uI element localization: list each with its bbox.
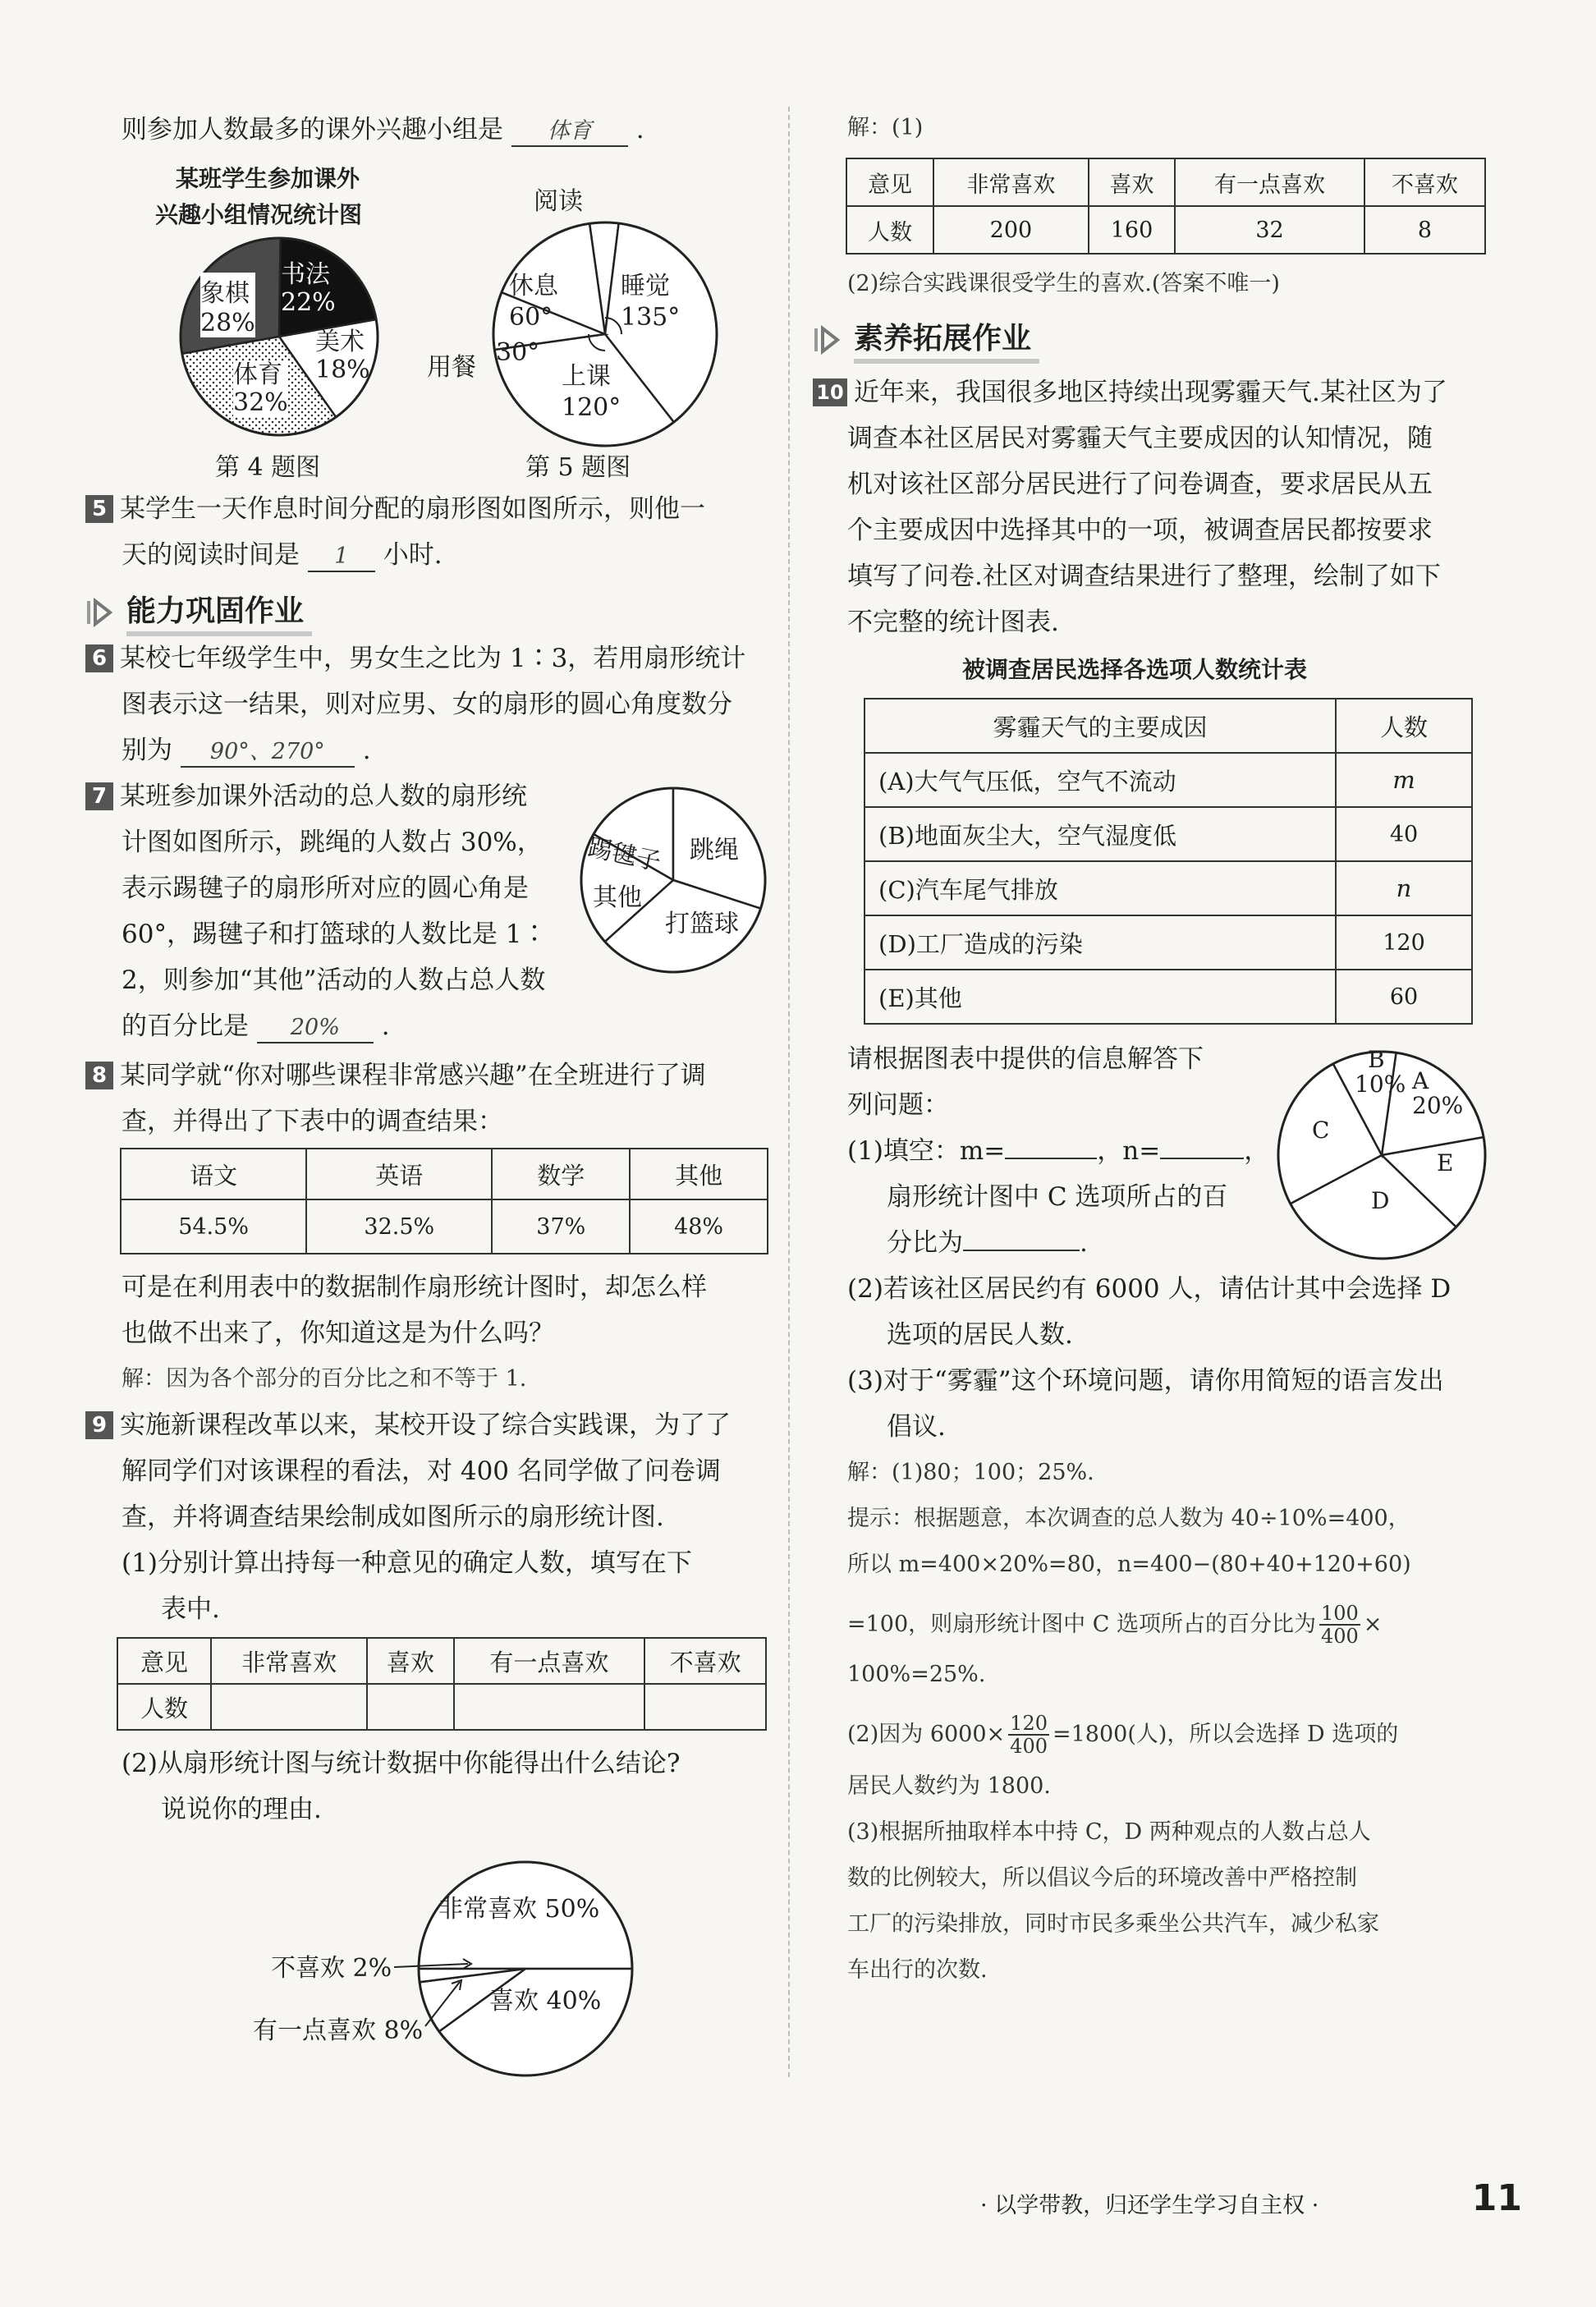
- q8-line1: 8 某同学就“你对哪些课程非常感兴趣”在全班进行了调: [85, 1059, 706, 1092]
- table-row: [121, 1149, 768, 1199]
- q10-solution-3-line1: (3)根据所抽取样本中持 C，D 两种观点的人数占总人: [847, 1819, 1371, 1845]
- section-title: 能力巩固作业: [126, 588, 312, 636]
- q10-hint-line2: 所以 m=400×20%=80，n=400−(80+40+120+60): [847, 1552, 1411, 1577]
- table-row: [846, 206, 1485, 254]
- q6-line2: 图表示这一结果，则对应男、女的扇形的圆心角度数分: [122, 690, 732, 719]
- q10-label-b: B 10%: [1355, 1046, 1406, 1098]
- table-header: 喜欢: [1089, 158, 1175, 206]
- q8-solution: 解：因为各个部分的百分比之和不等于 1.: [122, 1366, 527, 1392]
- table-cell: 120: [1336, 915, 1472, 970]
- q9-sub1-line2: 表中.: [161, 1594, 220, 1624]
- q4-label-chess: 象棋 28%: [200, 273, 255, 337]
- q5-label-meal-value: 30°: [496, 338, 540, 367]
- q5-number-badge: 5: [85, 495, 113, 523]
- q9-sub2-line2: 说说你的理由.: [161, 1795, 322, 1824]
- table-cell: (C)汽车尾气排放: [864, 861, 1336, 915]
- q9-solution-table: [846, 158, 1486, 255]
- q7-line4: 60°，踢毽子和打篮球的人数比是 1∶: [122, 920, 548, 949]
- q7-label-jumprope: 跳绳: [690, 836, 739, 865]
- q4-answer: 体育: [511, 117, 628, 147]
- table-cell: 37%: [492, 1199, 630, 1254]
- table-cell: m: [1336, 753, 1472, 807]
- q10-sub3-line2: 倡议.: [887, 1412, 946, 1442]
- table-cell: [211, 1684, 367, 1730]
- table-cell: (E)其他: [864, 970, 1336, 1024]
- q10-solution-2-line2: 居民人数约为 1800.: [847, 1773, 1051, 1799]
- table-header: 数学: [492, 1149, 630, 1199]
- table-cell: [644, 1684, 766, 1730]
- table-cell: n: [1336, 861, 1472, 915]
- table-header: 人数: [1336, 699, 1472, 753]
- q4-label-sports: 体育 32%: [233, 360, 288, 417]
- q9-label-like: 喜欢 40%: [489, 1987, 602, 2016]
- q5-text: 某学生一天作息时间分配的扇形图如图所示，则他一: [120, 494, 705, 524]
- column-divider: [788, 107, 790, 2077]
- table-cell: [454, 1684, 645, 1730]
- q9-sub1-line1: (1)分别计算出持每一种意见的确定人数，填写在下: [122, 1548, 692, 1578]
- table-row: [117, 1684, 766, 1730]
- q10-sub1-line1: (1)填空：m= ，n= ，: [847, 1136, 1270, 1166]
- q10-solution-1: 解：(1)80；100；25%.: [847, 1460, 1094, 1485]
- q4-period: .: [635, 115, 644, 144]
- chevron-right-icon: [85, 596, 117, 629]
- table-cell: 人数: [117, 1684, 211, 1730]
- q10-line3: 机对该社区部分居民进行了问卷调查，要求居民从五: [847, 470, 1433, 499]
- q7-number-badge: 7: [85, 782, 113, 810]
- q5-line1: [85, 493, 705, 525]
- table-row: [117, 1638, 766, 1684]
- q10-table: [864, 698, 1473, 1025]
- q9-number-badge: 9: [85, 1411, 113, 1439]
- q6-number-badge: 6: [85, 644, 113, 672]
- fraction: $\frac{100}{400}$: [1320, 1602, 1359, 1648]
- q8-line3: 可是在利用表中的数据制作扇形统计图时，却怎么样: [122, 1273, 707, 1302]
- q10-solution-3-line3: 工厂的污染排放，同时市民多乘坐公共汽车，减少私家: [847, 1911, 1379, 1937]
- table-row: [864, 753, 1472, 807]
- table-cell: 60: [1336, 970, 1472, 1024]
- table-header: 其他: [630, 1149, 768, 1199]
- table-header: 不喜欢: [644, 1638, 766, 1684]
- q10-line2: 调查本社区居民对雾霾天气主要成因的认知情况，随: [847, 424, 1433, 453]
- section-extension: [813, 315, 1039, 364]
- q9-label-dislike: 不喜欢 2%: [271, 1954, 392, 1983]
- q4-chart-title-line2: 兴趣小组情况统计图: [154, 201, 362, 228]
- q10-line4: 个主要成因中选择其中的一项，被调查居民都按要求: [847, 516, 1433, 545]
- q7-answer: 20%: [257, 1014, 374, 1043]
- q10-ask-line1: 请根据图表中提供的信息解答下: [847, 1044, 1204, 1074]
- table-header: 有一点喜欢: [1175, 158, 1364, 206]
- table-cell: (A)大气气压低，空气不流动: [864, 753, 1336, 807]
- table-header: 意见: [117, 1638, 211, 1684]
- table-cell: (D)工厂造成的污染: [864, 915, 1336, 970]
- q10-line6: 不完整的统计图表.: [847, 608, 1059, 637]
- q5-label-class: 上课 120°: [562, 362, 621, 422]
- q7-label-basketball: 打篮球: [665, 910, 739, 938]
- footer-motto: · 以学带教，归还学生学习自主权 ·: [980, 2193, 1319, 2218]
- q10-solution-3-line4: 车出行的次数.: [847, 1957, 988, 1983]
- q10-label-c: C: [1312, 1117, 1330, 1144]
- q10-sub3-line1: (3)对于“雾霾”这个环境问题，请你用简短的语言发出: [847, 1366, 1444, 1396]
- q9-line3: 查，并将调查结果绘制成如图所示的扇形统计图.: [122, 1502, 664, 1532]
- q9-line1: 9 实施新课程改革以来，某校开设了综合实践课，为了了: [85, 1409, 731, 1442]
- table-cell: 8: [1364, 206, 1485, 254]
- table-row: [864, 970, 1472, 1024]
- q5-caption: 第 5 题图: [525, 453, 631, 482]
- q5-answer: 1: [308, 543, 375, 572]
- q4-chart-title-line1: 某班学生参加课外: [175, 165, 360, 192]
- q7-line1: 7 某班参加课外活动的总人数的扇形统: [85, 780, 527, 813]
- q8-table: [120, 1148, 768, 1254]
- table-cell: [367, 1684, 453, 1730]
- q10-sub1-line2: 扇形统计图中 C 选项所占的百: [887, 1182, 1228, 1212]
- table-header: 非常喜欢: [211, 1638, 367, 1684]
- table-cell: (B)地面灰尘大，空气湿度低: [864, 807, 1336, 861]
- q8-number-badge: 8: [85, 1062, 113, 1089]
- table-row: [846, 158, 1485, 206]
- q4-tail: [122, 113, 644, 147]
- q4-caption: 第 4 题图: [215, 453, 321, 482]
- q6-line3: 别为 90°、270° .: [122, 734, 371, 768]
- q10-label-a: A 20%: [1412, 1067, 1464, 1119]
- q9-line2: 解同学们对该课程的看法，对 400 名同学做了问卷调: [122, 1456, 721, 1486]
- q4-label-art: 美术 18%: [315, 328, 370, 384]
- q5-label-sleep: 睡觉 135°: [621, 272, 681, 332]
- table-header: 非常喜欢: [933, 158, 1089, 206]
- q9-blank-table: [117, 1637, 767, 1731]
- q5-label-reading: 阅读: [534, 187, 583, 216]
- q10-solution-3-line2: 数的比例较大，所以倡议今后的环境改善中严格控制: [847, 1865, 1357, 1891]
- table-cell: 54.5%: [121, 1199, 306, 1254]
- q9-label-verylike: 非常喜欢 50%: [438, 1895, 600, 1924]
- table-row: [864, 807, 1472, 861]
- q10-line5: 填写了问卷.社区对调查结果进行了整理，绘制了如下: [847, 562, 1441, 591]
- table-row: [864, 915, 1472, 970]
- q7-line5: 2，则参加“其他”活动的人数占总人数: [122, 965, 546, 995]
- page-number: 11: [1471, 2177, 1522, 2219]
- q9-label-somewhat: 有一点喜欢 8%: [253, 2016, 424, 2045]
- q10-label-d: D: [1371, 1187, 1390, 1214]
- table-cell: 32.5%: [306, 1199, 492, 1254]
- table-header: 英语: [306, 1149, 492, 1199]
- q5-label-rest: 休息 60°: [509, 272, 558, 332]
- q7-label-other: 其他: [593, 883, 642, 912]
- q6-line1: 6 某校七年级学生中，男女生之比为 1∶3，若用扇形统计: [85, 642, 745, 675]
- q7-line3: 表示踢毽子的扇形所对应的圆心角是: [122, 874, 529, 903]
- table-row: [864, 861, 1472, 915]
- q5-label-meal: 用餐: [427, 353, 476, 382]
- section-ability: [85, 588, 312, 636]
- q7-line6: 的百分比是 20% .: [122, 1010, 390, 1043]
- q10-sub2-line1: (2)若该社区居民约有 6000 人，请估计其中会选择 D: [847, 1274, 1452, 1304]
- q8-line4: 也做不出来了，你知道这是为什么吗？: [122, 1319, 554, 1348]
- chevron-right-icon: [813, 323, 844, 356]
- q8-line2: 查，并得出了下表中的调查结果：: [122, 1107, 503, 1136]
- table-row: [121, 1199, 768, 1254]
- table-cell: 40: [1336, 807, 1472, 861]
- table-header: 喜欢: [367, 1638, 453, 1684]
- q10-hint-line4: 100%=25%.: [847, 1662, 986, 1687]
- table-row: [864, 699, 1472, 753]
- q10-label-e: E: [1437, 1149, 1454, 1176]
- table-header: 雾霾天气的主要成因: [864, 699, 1336, 753]
- q4-text: 则参加人数最多的课外兴趣小组是: [122, 115, 503, 144]
- table-cell: 48%: [630, 1199, 768, 1254]
- table-header: 不喜欢: [1364, 158, 1485, 206]
- fraction: $\frac{120}{400}$: [1010, 1712, 1048, 1758]
- q10-line1: 10 近年来，我国很多地区持续出现雾霾天气.某社区为了: [813, 376, 1447, 409]
- q10-table-title: 被调查居民选择各选项人数统计表: [962, 656, 1308, 683]
- q4-label-calligraphy: 书法 22%: [281, 260, 336, 317]
- q10-sub1-line3: 分比为 .: [887, 1228, 1088, 1258]
- q9-solution-label: 解：(1): [847, 115, 924, 140]
- table-header: 语文: [121, 1149, 306, 1199]
- table-cell: 200: [933, 206, 1089, 254]
- q9-sub2-line1: (2)从扇形统计图与统计数据中你能得出什么结论?: [122, 1749, 681, 1778]
- section-title: 素养拓展作业: [854, 315, 1039, 364]
- q9-leader-lines: [386, 1954, 484, 2036]
- table-cell: 人数: [846, 206, 933, 254]
- q7-line2: 计图如图所示，跳绳的人数占 30%，: [122, 828, 543, 857]
- q9-solution-2: (2)综合实践课很受学生的喜欢.(答案不唯一): [847, 271, 1280, 296]
- q7-label-shuttlecock: 踢毽子: [585, 832, 663, 877]
- q10-solution-2-line1: (2)因为 6000× $\frac{120}{400}$ =1800(人)，所以会选择 D 选项的: [847, 1712, 1399, 1758]
- table-header: 有一点喜欢: [454, 1638, 645, 1684]
- table-cell: 160: [1089, 206, 1175, 254]
- q10-number-badge: 10: [813, 378, 847, 406]
- q10-hint-line3: =100，则扇形统计图中 C 选项所占的百分比为 $\frac{100}{400}$ ×: [847, 1602, 1383, 1648]
- q4-chart-title: [154, 161, 374, 230]
- table-cell: 32: [1175, 206, 1364, 254]
- q5-line2: 天的阅读时间是 1 小时.: [122, 539, 443, 572]
- table-header: 意见: [846, 158, 933, 206]
- q10-ask-line2: 列问题：: [847, 1090, 949, 1120]
- q10-sub2-line2: 选项的居民人数.: [887, 1320, 1073, 1350]
- q10-hint-line1: 提示：根据题意，本次调查的总人数为 40÷10%=400，: [847, 1506, 1410, 1531]
- q6-answer: 90°、270°: [181, 738, 355, 768]
